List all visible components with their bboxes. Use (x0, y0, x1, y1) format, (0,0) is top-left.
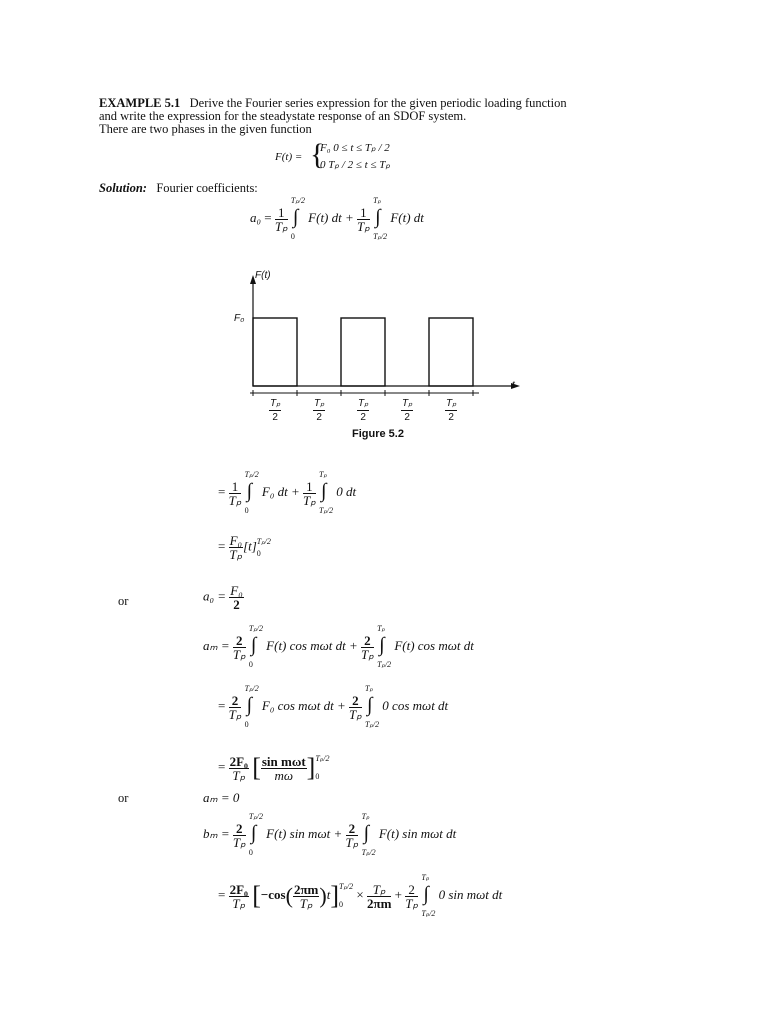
example-line-3: There are two phases in the given function (99, 122, 312, 136)
piecewise-case-2: 0 Tₚ / 2 ≤ t ≤ Tₚ (320, 159, 391, 171)
fraction: $\frac{2}{\text{Tₚ}}$ (405, 881, 419, 911)
integral-sign: Tₚ ∫ Tₚ/2 (377, 624, 392, 669)
integrand: F(t) dt + (308, 209, 354, 225)
fraction: $\frac{2}{\text{Tₚ}}$ (232, 820, 246, 850)
fraction: $\frac{2}{\text{Tₚ}}$ (232, 632, 246, 662)
equation-a0-result: a₀ = $\frac{\text{F₀}}{2}$ (203, 583, 243, 612)
integral-sign: Tₚ/2 ∫ 0 (244, 684, 259, 729)
integral-sign: Tₚ ∫ Tₚ/2 (319, 470, 334, 515)
integral-sign: Tₚ/2 ∫ 0 (248, 624, 264, 669)
interval-label: $\frac{\text{Tₚ}}{2}$ (446, 398, 457, 423)
fraction: $\frac{\text{F₀}}{2}$ (230, 583, 243, 612)
piecewise-lhs: F(t) = (275, 151, 303, 163)
fraction: $\frac{\text{2F₀}}{\text{Tₚ}}$ (229, 881, 248, 911)
equation-am-result: aₘ = 0 (203, 790, 240, 805)
solution-label: Solution: (99, 181, 147, 195)
example-line-2: and write the expression for the steadystate response of an SDOF system. (99, 109, 467, 123)
or-label: or (118, 791, 129, 805)
fraction: $\frac{1}{\text{Tₚ}}$ (274, 204, 288, 234)
fraction: $\frac{\text{F₀}}{\text{Tₚ}}$ (229, 533, 243, 562)
interval-label: $\frac{\text{Tₚ}}{2}$ (270, 398, 281, 423)
equation-a0-step-2: = $\frac{\text{F₀}}{\text{Tₚ}}$ [t] Tₚ/2 0 (218, 533, 271, 562)
integral-sign: Tₚ ∫ Tₚ/2 (373, 196, 388, 241)
fraction: $\frac{\text{2F₀}}{\text{Tₚ}}$ (229, 753, 248, 783)
fraction: $\frac{2\pi m}{\text{Tₚ}}$ (293, 881, 319, 911)
f0-level-label: F₀ (234, 313, 245, 324)
interval-label: $\frac{\text{Tₚ}}{2}$ (314, 398, 325, 423)
fraction: $\frac{1}{\text{Tₚ}}$ (228, 478, 242, 508)
fraction: $\frac{2}{\text{Tₚ}}$ (228, 692, 242, 722)
fraction: $\frac{\text{sin mωt}}{m\omega}$ (261, 753, 306, 783)
equation-am-step-1: = $\frac{2}{\text{Tₚ}}$ Tₚ/2 ∫ 0 F₀ cos mωt dt + $\frac{2}{\text{Tₚ}}$ Tₚ ∫ Tₚ/2 0 cos mωt dt (218, 684, 449, 729)
equation-bm-definition: bₘ = $\frac{2}{\text{Tₚ}}$ Tₚ/2 ∫ 0 F(t) sin mωt + $\frac{2}{\text{Tₚ}}$ Tₚ ∫ Tₚ/2 F(t) sin mωt dt (203, 812, 457, 857)
fraction: $\frac{2}{\text{Tₚ}}$ (345, 820, 359, 850)
solution-line (99, 181, 258, 195)
or-label: or (118, 594, 129, 608)
integral-sign: Tₚ ∫ Tₚ/2 (421, 873, 436, 918)
fraction: $\frac{1}{\text{Tₚ}}$ (357, 204, 370, 234)
fraction: $\frac{\text{Tₚ}}{2\pi m}$ (366, 881, 392, 911)
integral-sign: Tₚ ∫ Tₚ/2 (365, 684, 380, 729)
piecewise-brace: { (310, 138, 325, 171)
figure-5-2 (225, 268, 525, 448)
fraction: $\frac{1}{\text{Tₚ}}$ (303, 478, 316, 508)
equation-am-definition: aₘ = $\frac{2}{\text{Tₚ}}$ Tₚ/2 ∫ 0 F(t) cos mωt dt + $\frac{2}{\text{Tₚ}}$ Tₚ ∫ Tₚ/2 F(t) cos mωt dt (203, 624, 474, 669)
interval-label: $\frac{\text{Tₚ}}{2}$ (358, 398, 369, 423)
integral-sign: Tₚ ∫ Tₚ/2 (361, 812, 376, 857)
x-axis-label: t (512, 380, 515, 391)
fraction: $\frac{2}{\text{Tₚ}}$ (349, 692, 362, 722)
fraction: $\frac{2}{\text{Tₚ}}$ (361, 632, 374, 662)
equation-am-step-2: = $\frac{\text{2F₀}}{\text{Tₚ}}$ [ $\frac{\text{sin mωt}}{m\omega}$ ] Tₚ/2 0 (218, 753, 330, 783)
y-axis-label: F(t) (255, 270, 271, 281)
solution-text: Fourier coefficients: (156, 181, 258, 195)
integrand: F(t) dt (390, 209, 424, 225)
equation-a0-definition: a₀ = $\frac{1}{\text{Tₚ}}$ Tₚ/2 ∫ 0 F(t) dt + $\frac{1}{\text{Tₚ}}$ Tₚ ∫ Tₚ/2 F(t) dt (250, 196, 424, 241)
integral-sign: Tₚ/2 ∫ 0 (248, 812, 264, 857)
a0-symbol: a₀ (250, 209, 262, 225)
example-label: EXAMPLE 5.1 (99, 96, 181, 110)
figure-caption: Figure 5.2 (352, 428, 404, 440)
integral-sign: Tₚ/2 ∫ 0 (290, 196, 306, 241)
piecewise-case-1: F₀ 0 ≤ t ≤ Tₚ / 2 (320, 142, 390, 154)
equation-bm-step-1: = $\frac{\text{2F₀}}{\text{Tₚ}}$ [−cos( $\frac{2\pi m}{\text{Tₚ}}$ )t] Tₚ/2 0 × $\frac{\text{Tₚ}}{2\pi m}$ + $\frac{2}{\text{Tₚ}}$ Tₚ ∫ Tₚ/2 0 sin mωt dt (218, 873, 503, 918)
example-line-1 (99, 96, 567, 110)
equation-a0-step-1: = $\frac{1}{\text{Tₚ}}$ Tₚ/2 ∫ 0 F₀ dt + $\frac{1}{\text{Tₚ}}$ Tₚ ∫ Tₚ/2 0 dt (218, 470, 357, 515)
example-text-1: Derive the Fourier series expression for the given periodic loading function (189, 96, 567, 110)
interval-label: $\frac{\text{Tₚ}}{2}$ (402, 398, 413, 423)
integral-sign: Tₚ/2 ∫ 0 (244, 470, 259, 515)
